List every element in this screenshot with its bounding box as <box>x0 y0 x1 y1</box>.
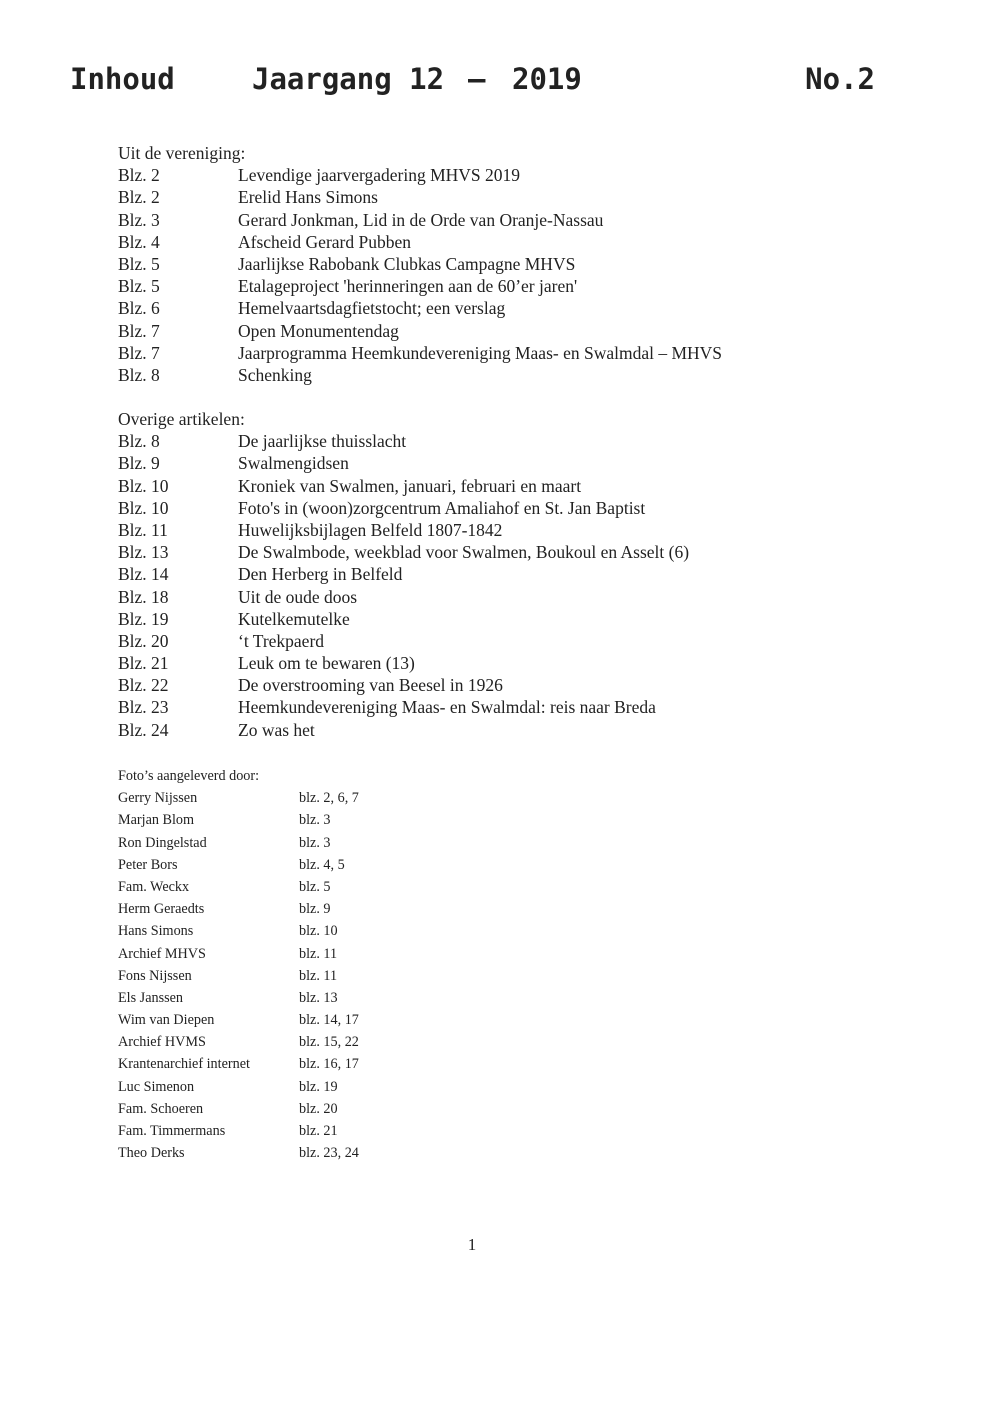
toc-page: Blz. 5 <box>118 253 160 274</box>
credit-name: Peter Bors <box>118 856 178 873</box>
credit-pages: blz. 4, 5 <box>299 856 345 873</box>
header-volume: Jaargang 12 <box>252 62 445 96</box>
toc-page: Blz. 23 <box>118 697 169 718</box>
credit-entry <box>118 1142 359 1164</box>
toc-page: Blz. 8 <box>118 431 160 452</box>
section-title: Uit de vereniging: <box>118 143 246 163</box>
toc-page: Blz. 10 <box>118 475 169 496</box>
toc-title: Den Herberg in Belfeld <box>238 564 403 585</box>
toc-entry <box>118 541 690 563</box>
toc-page: Blz. 2 <box>118 187 160 208</box>
toc-entry <box>118 475 582 497</box>
credit-pages: blz. 23, 24 <box>299 1145 359 1162</box>
toc-entry <box>118 186 378 208</box>
toc-entry <box>118 608 350 630</box>
credit-name: Wim van Diepen <box>118 1012 215 1029</box>
credit-entry <box>118 943 338 965</box>
toc-title: Kutelkemutelke <box>238 608 350 629</box>
toc-title: Jaarprogramma Heemkundevereniging Maas- en Swalmdal – MHVS <box>238 342 723 363</box>
toc-entry <box>118 497 646 519</box>
toc-title: Leuk om te bewaren (13) <box>238 653 415 674</box>
credit-pages: blz. 21 <box>299 1123 338 1139</box>
credit-entry <box>118 854 345 876</box>
toc-page: Blz. 8 <box>118 364 160 385</box>
credit-pages: blz. 2, 6, 7 <box>299 790 359 807</box>
toc-title: Foto's in (woon)zorgcentrum Amaliahof en St. Jan Baptist <box>238 497 646 518</box>
toc-page: Blz. 21 <box>118 653 169 674</box>
toc-title: Afscheid Gerard Pubben <box>238 231 412 252</box>
credit-name: Herm Geraedts <box>118 901 205 918</box>
toc-title: Zo was het <box>238 719 315 740</box>
toc-entry <box>118 320 399 342</box>
toc-entry <box>118 364 312 386</box>
toc-entry <box>118 297 506 319</box>
header-dash: – <box>468 62 486 96</box>
toc-entry <box>118 652 415 674</box>
toc-page: Blz. 20 <box>118 630 169 651</box>
credit-name: Fons Nijssen <box>118 967 192 984</box>
credit-name: Luc Simenon <box>118 1078 195 1095</box>
toc-page: Blz. 22 <box>118 675 169 696</box>
toc-page: Blz. 7 <box>118 320 160 341</box>
toc-list <box>118 430 690 741</box>
credit-name: Archief MHVS <box>118 945 206 962</box>
page-number: 1 <box>467 1235 477 1254</box>
credit-pages: blz. 13 <box>299 989 338 1006</box>
credit-name: Archief HVMS <box>118 1034 206 1051</box>
credit-name: Els Janssen <box>118 989 184 1006</box>
header-year: 2019 <box>512 62 582 96</box>
credit-pages: blz. 19 <box>299 1078 338 1095</box>
toc-entry <box>118 342 723 364</box>
toc-page: Blz. 11 <box>118 519 168 540</box>
toc-entry <box>118 275 578 297</box>
toc-entry <box>118 630 325 652</box>
toc-page: Blz. 7 <box>118 342 160 363</box>
credit-entry <box>118 809 331 831</box>
toc-entry <box>118 563 403 585</box>
toc-title: Hemelvaartsdagfietstocht; een verslag <box>238 298 506 319</box>
credit-pages: blz. 3 <box>299 834 331 851</box>
credit-name: Marjan Blom <box>118 812 195 829</box>
credit-entry <box>118 1076 338 1098</box>
credit-pages: blz. 15, 22 <box>299 1034 359 1051</box>
toc-entry <box>118 209 604 231</box>
toc-entry <box>118 430 407 452</box>
toc-title: Etalageproject 'herinneringen aan de 60’er jaren' <box>238 276 578 297</box>
credit-entry <box>118 898 331 920</box>
credit-pages: blz. 9 <box>299 901 331 918</box>
toc-title: De overstrooming van Beesel in 1926 <box>238 675 503 696</box>
toc-list <box>118 164 723 386</box>
credit-name: Fam. Timmermans <box>118 1123 226 1139</box>
toc-title: Kroniek van Swalmen, januari, februari en maart <box>238 475 582 496</box>
section-title: Overige artikelen: <box>118 409 245 429</box>
toc-title: Erelid Hans Simons <box>238 187 378 208</box>
credit-name: Fam. Schoeren <box>118 1100 204 1117</box>
credit-pages: blz. 11 <box>299 967 338 984</box>
header-title: Inhoud <box>70 62 175 96</box>
toc-page: Blz. 3 <box>118 209 160 230</box>
credit-pages: blz. 10 <box>299 923 338 940</box>
toc-page: Blz. 13 <box>118 542 169 563</box>
toc-page: Blz. 4 <box>118 231 160 252</box>
toc-title: Levendige jaarvergadering MHVS 2019 <box>238 165 521 186</box>
credits-list <box>118 787 359 1164</box>
toc-entry <box>118 253 576 275</box>
toc-entry <box>118 586 358 608</box>
toc-entry <box>118 452 349 474</box>
credit-pages: blz. 3 <box>299 812 331 829</box>
credit-name: Hans Simons <box>118 923 194 940</box>
credit-name: Ron Dingelstad <box>118 834 207 851</box>
toc-title: De jaarlijkse thuisslacht <box>238 431 407 452</box>
credit-pages: blz. 14, 17 <box>299 1012 359 1029</box>
header-issue: No.2 <box>805 62 875 96</box>
toc-entry <box>118 719 315 741</box>
credit-pages: blz. 5 <box>299 878 331 895</box>
section-vereniging <box>118 142 723 386</box>
section-title: Foto’s aangeleverd door: <box>118 768 260 784</box>
toc-page: Blz. 5 <box>118 276 160 297</box>
credit-entry <box>118 1098 338 1120</box>
toc-page: Blz. 2 <box>118 165 160 186</box>
credit-entry <box>118 1053 359 1075</box>
credit-entry <box>118 1120 338 1142</box>
section-photo-credits <box>118 765 359 1164</box>
toc-entry <box>118 164 521 186</box>
toc-entry <box>118 674 503 696</box>
credit-name: Gerry Nijssen <box>118 790 198 807</box>
toc-title: Open Monumentendag <box>238 320 399 341</box>
credit-name: Fam. Weckx <box>118 878 190 895</box>
toc-page: Blz. 14 <box>118 564 169 585</box>
toc-page: Blz. 18 <box>118 586 169 607</box>
credit-entry <box>118 1031 359 1053</box>
toc-title: Swalmengidsen <box>238 453 349 474</box>
toc-page: Blz. 10 <box>118 497 169 518</box>
toc-entry <box>118 231 412 253</box>
toc-title: De Swalmbode, weekblad voor Swalmen, Boukoul en Asselt (6) <box>238 542 690 563</box>
credit-entry <box>118 1009 359 1031</box>
credit-entry <box>118 832 331 854</box>
credit-pages: blz. 20 <box>299 1100 338 1117</box>
toc-page: Blz. 19 <box>118 608 169 629</box>
toc-entry <box>118 696 656 718</box>
credit-name: Krantenarchief internet <box>118 1056 250 1073</box>
page-header <box>70 62 875 102</box>
credit-entry <box>118 920 338 942</box>
credit-pages: blz. 16, 17 <box>299 1056 359 1073</box>
credit-entry <box>118 787 359 809</box>
section-overige <box>118 408 690 741</box>
toc-page: Blz. 24 <box>118 719 169 740</box>
toc-page: Blz. 6 <box>118 298 160 319</box>
credit-entry <box>118 876 331 898</box>
toc-title: Gerard Jonkman, Lid in de Orde van Oranje-Nassau <box>238 209 604 230</box>
toc-title: Heemkundevereniging Maas- en Swalmdal: reis naar Breda <box>238 697 656 718</box>
toc-title: Schenking <box>238 364 312 385</box>
credit-entry <box>118 965 338 987</box>
toc-title: ‘t Trekpaerd <box>238 630 325 651</box>
toc-title: Huwelijksbijlagen Belfeld 1807-1842 <box>238 519 503 540</box>
toc-title: Jaarlijkse Rabobank Clubkas Campagne MHVS <box>238 253 576 274</box>
credit-name: Theo Derks <box>118 1145 185 1162</box>
toc-entry <box>118 519 503 541</box>
toc-title: Uit de oude doos <box>238 586 358 607</box>
credit-pages: blz. 11 <box>299 945 338 962</box>
credit-entry <box>118 987 338 1009</box>
toc-page: Blz. 9 <box>118 453 160 474</box>
